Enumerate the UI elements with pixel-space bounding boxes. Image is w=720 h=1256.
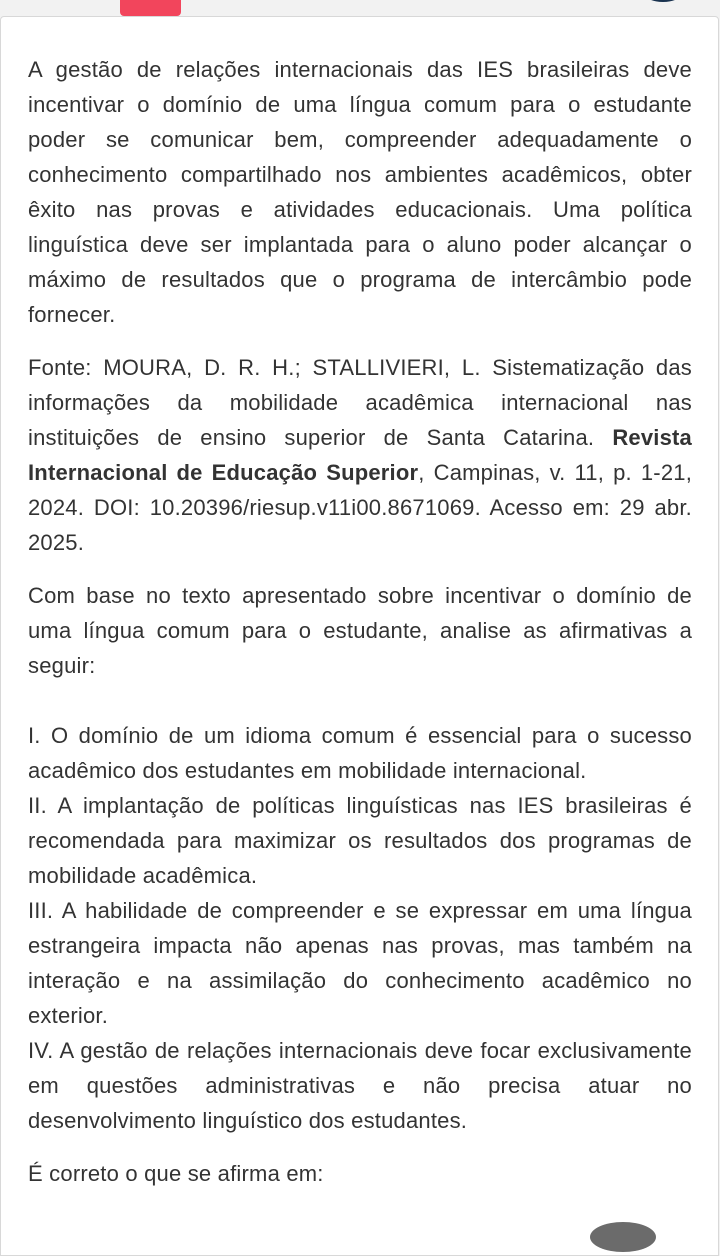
- statement-item: I. O domínio de um idioma comum é essencial para o sucesso acadêmico dos estudantes em mobilidade internacional.: [28, 723, 692, 783]
- passage-paragraph: A gestão de relações internacionais das IES brasileiras deve incentivar o domínio de uma língua comum para o estudante poder se comunicar bem, compreender adequadamente o conhecimento compartilhado nos ambientes acadêmicos, obter êxito nas provas e atividades educacionais. Uma política linguística deve ser implantada para o aluno poder alcançar o máximo de resultados que o programa de intercâmbio pode fornecer.: [28, 57, 692, 327]
- statement-item: IV. A gestão de relações internacionais deve focar exclusivamente em questões administrativas e não precisa atuar no desenvolvimento linguístico dos estudantes.: [28, 1038, 692, 1133]
- statement-item: II. A implantação de políticas linguísticas nas IES brasileiras é recomendada para maximizar os resultados dos programas de mobilidade acadêmica.: [28, 793, 692, 888]
- question-text: É correto o que se afirma em:: [28, 1161, 324, 1186]
- source-prefix: Fonte: MOURA, D. R. H.; STALLIVIERI, L. Sistematização das informações da mobilidade acadêmica internacional nas instituições de ensino superior de Santa Catarina.: [28, 355, 692, 450]
- floating-action-button[interactable]: [590, 1222, 656, 1252]
- question-content: [28, 52, 692, 1191]
- statement-item: III. A habilidade de compreender e se expressar em uma língua estrangeira impacta não apenas nas provas, mas também na interação e na assimilação do conhecimento acadêmico no exterior.: [28, 898, 692, 1028]
- top-tab-indicator[interactable]: [120, 0, 181, 16]
- top-bar: [0, 0, 720, 17]
- prompt-text: Com base no texto apresentado sobre incentivar o domínio de uma língua comum para o estudante, analise as afirmativas a seguir:: [28, 583, 692, 678]
- source-citation: [28, 350, 692, 560]
- avatar[interactable]: [645, 0, 681, 2]
- source-suffix: , Campinas, v. 11, p. 1-21, 2024. DOI: 10.20396/riesup.v11i00.8671069. Acesso em: 29 abr. 2025.: [28, 460, 693, 555]
- source-journal: Revista Internacional de Educação Superior: [28, 425, 692, 485]
